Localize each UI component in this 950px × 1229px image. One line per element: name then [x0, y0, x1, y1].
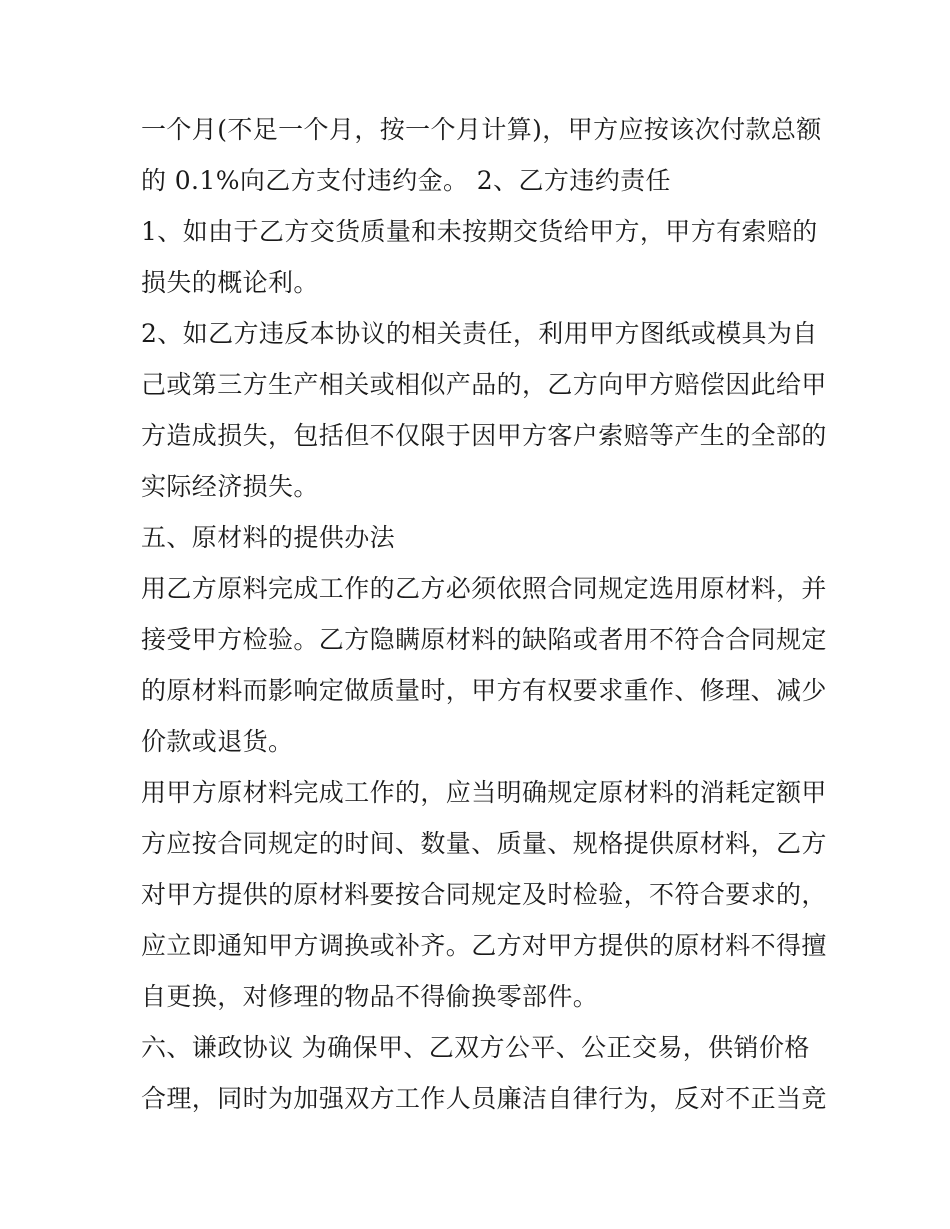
text-line: 对甲方提供的原材料要按合同规定及时检验，不符合要求的，	[141, 880, 827, 909]
text-line: 用甲方原材料完成工作的，应当明确规定原材料的消耗定额甲	[141, 778, 827, 807]
text-line: 的原材料而影响定做质量时，甲方有权要求重作、修理、减少	[141, 676, 827, 705]
section-heading: 五、原材料的提供办法	[141, 523, 396, 552]
text-line: 己或第三方生产相关或相似产品的，乙方向甲方赔偿因此给甲	[141, 370, 827, 399]
text-line: 应立即通知甲方调换或补齐。乙方对甲方提供的原材料不得擅	[141, 931, 827, 960]
document-body	[141, 104, 827, 1124]
text-line: 1、如由于乙方交货质量和未按期交货给甲方，甲方有索赔的	[141, 217, 818, 246]
text-line: 合理，同时为加强双方工作人员廉洁自律行为，反对不正当竞	[141, 1084, 827, 1113]
text-line: 损失的概论利。	[141, 268, 319, 297]
text-line: 一个月(不足一个月，按一个月计算)，甲方应按该次付款总额	[141, 115, 822, 144]
text-line: 价款或退货。	[141, 727, 294, 756]
text-line: 方造成损失，包括但不仅限于因甲方客户索赔等产生的全部的	[141, 421, 827, 450]
text-line: 实际经济损失。	[141, 472, 319, 501]
text-line: 方应按合同规定的时间、数量、质量、规格提供原材料，乙方	[141, 829, 827, 858]
text-line: 接受甲方检验。乙方隐瞒原材料的缺陷或者用不符合合同规定	[141, 625, 827, 654]
text-line: 的 0.1%向乙方支付违约金。 2、乙方违约责任	[141, 166, 671, 195]
text-line: 2、如乙方违反本协议的相关责任，利用甲方图纸或模具为自	[141, 319, 818, 348]
section-heading: 六、谦政协议 为确保甲、乙双方公平、公正交易，供销价格	[141, 1033, 810, 1062]
text-line: 自更换，对修理的物品不得偷换零部件。	[141, 982, 599, 1011]
text-line: 用乙方原料完成工作的乙方必须依照合同规定选用原材料，并	[141, 574, 827, 603]
